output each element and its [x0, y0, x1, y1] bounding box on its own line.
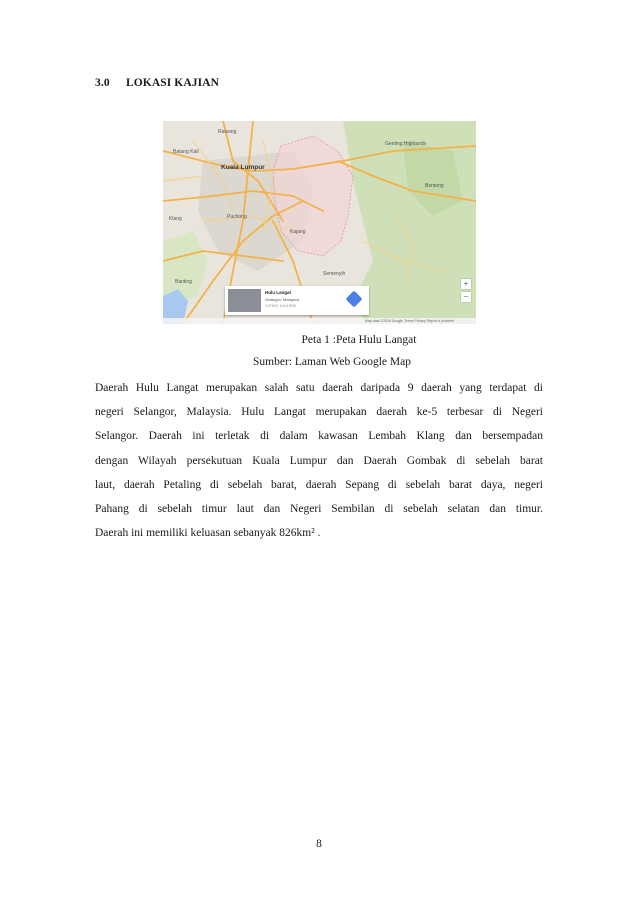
map-attribution: Map data ©2016 Google Terms Privacy Report a problem [163, 318, 476, 324]
section-title: LOKASI KAJIAN [125, 77, 219, 89]
section-heading [95, 77, 219, 89]
label-genting: Genting Highlands [385, 141, 427, 147]
paragraph-line: Daerah ini memiliki keluasan sebanyak 826km² . [95, 527, 321, 540]
paragraph-line: negeri Selangor, Malaysia. Hulu Langat merupakan daerah ke-5 terbesar di Negeri [95, 406, 543, 419]
label-semenyih: Semenyih [323, 271, 346, 277]
zoom-in-button[interactable]: + [461, 279, 471, 289]
figure-caption: Peta 1 :Peta Hulu Langat [301, 334, 417, 346]
paragraph-line: laut, daerah Petaling di sebelah barat, daerah Sepang di sebelah barat daya, negeri [95, 478, 543, 491]
label-rawang: Rawang [218, 129, 237, 135]
paragraph-line: Selangor. Daerah ini terletak di dalam kawasan Lembah Klang dan bersempadan [95, 430, 543, 443]
map-info-card[interactable] [225, 286, 369, 315]
body-paragraph [95, 376, 543, 545]
place-thumbnail[interactable] [228, 289, 261, 312]
place-subtitle: Selangor, Malaysia [265, 297, 299, 302]
label-banting: Banting [175, 279, 192, 285]
label-klang: Klang [169, 216, 182, 222]
label-batang-kali: Batang Kali [173, 149, 199, 155]
label-puchong: Puchong [227, 214, 247, 220]
label-kajang: Kajang [290, 229, 306, 235]
place-coordinates: 3.07693, 101.67630 [265, 304, 297, 308]
label-kuala-lumpur: Kuala Lumpur [221, 164, 265, 171]
figure-source: Sumber: Laman Web Google Map [253, 356, 411, 368]
paragraph-line: Pahang di sebelah timur laut dan Negeri Sembilan di sebelah selatan dan timur. [95, 503, 543, 516]
label-bentong: Bentong [425, 183, 444, 189]
zoom-out-button[interactable]: − [461, 292, 471, 302]
page-number: 8 [316, 838, 322, 850]
section-number: 3.0 [95, 77, 110, 89]
map-figure [163, 121, 476, 324]
paragraph-line: Daerah Hulu Langat merupakan salah satu daerah daripada 9 daerah yang terdapat di [95, 382, 543, 394]
place-title: Hulu Langat [265, 290, 291, 295]
paragraph-line: dengan Wilayah persekutuan Kuala Lumpur dan Daerah Gombak di sebelah barat [95, 454, 543, 467]
directions-icon[interactable] [346, 291, 363, 308]
